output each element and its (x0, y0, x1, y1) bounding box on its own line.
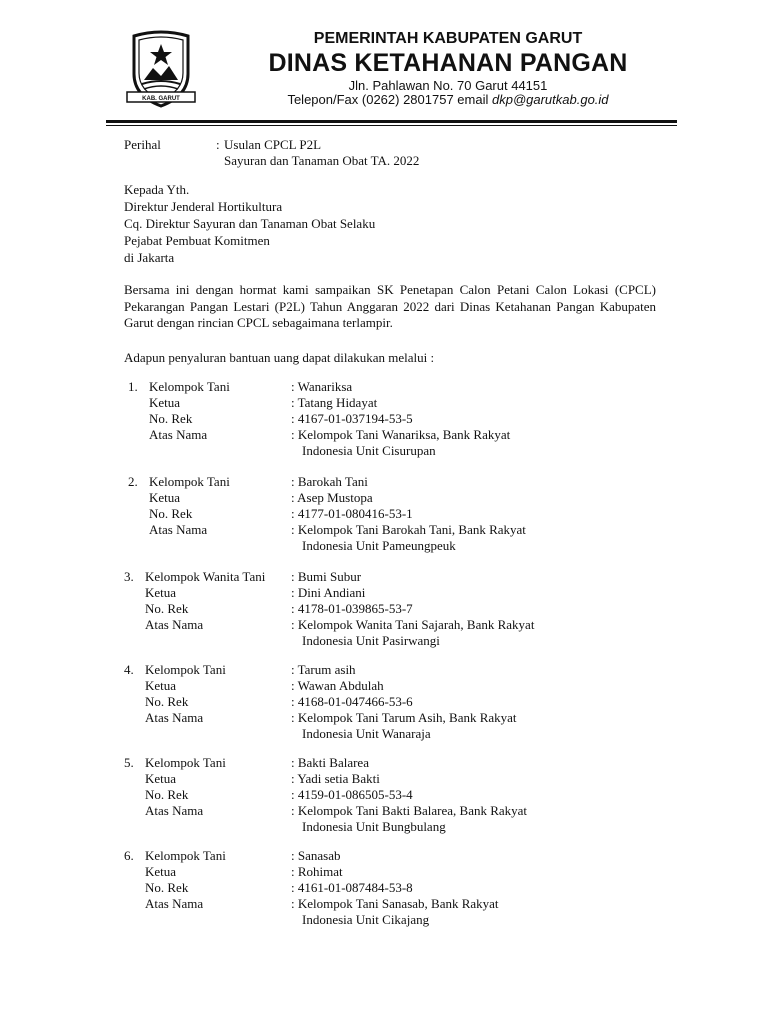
account-number: : 4177-01-080416-53-1 (291, 506, 413, 521)
letterhead-email: dkp@garutkab.go.id (491, 92, 609, 107)
chairman-name: : Yadi setia Bakti (291, 771, 380, 786)
account-holder-line2: Indonesia Unit Cikajang (302, 912, 430, 927)
letterhead-address: Jln. Pahlawan No. 70 Garut 44151 (348, 78, 548, 93)
addressee-line2: Direktur Jenderal Hortikultura (124, 199, 283, 214)
account-holder-line1: : Kelompok Tani Tarum Asih, Bank Rakyat (291, 710, 517, 725)
group-type-label: Kelompok Tani (145, 662, 226, 677)
chairman-label: Ketua (149, 395, 181, 410)
account-holder-label: Atas Nama (145, 896, 204, 911)
chairman-label: Ketua (145, 864, 177, 879)
group-number: 2. (128, 474, 138, 489)
group-name: : Sanasab (291, 848, 341, 863)
account-holder-line1: : Kelompok Tani Sanasab, Bank Rakyat (291, 896, 499, 911)
subject-separator: : (216, 137, 220, 152)
chairman-label: Ketua (145, 585, 177, 600)
chairman-name: : Asep Mustopa (291, 490, 373, 505)
letterhead-phone: Telepon/Fax (0262) 2801757 email (287, 92, 492, 107)
group-type-label: Kelompok Tani (145, 848, 226, 863)
chairman-label: Ketua (145, 678, 177, 693)
group-number: 6. (124, 848, 134, 863)
account-holder-label: Atas Nama (149, 427, 208, 442)
account-holder-line2: Indonesia Unit Bungbulang (302, 819, 446, 834)
account-number: : 4178-01-039865-53-7 (291, 601, 413, 616)
account-holder-label: Atas Nama (145, 803, 204, 818)
account-holder-line2: Indonesia Unit Wanaraja (302, 726, 431, 741)
chairman-label: Ketua (149, 490, 181, 505)
group-type-label: Kelompok Tani (145, 755, 226, 770)
group-number: 3. (124, 569, 134, 584)
group-name: : Wanariksa (291, 379, 353, 394)
account-label: No. Rek (149, 411, 193, 426)
group-name: : Bumi Subur (291, 569, 362, 584)
group-type-label: Kelompok Tani (149, 379, 230, 394)
chairman-label: Ketua (145, 771, 177, 786)
account-holder-line1: : Kelompok Tani Barokah Tani, Bank Rakyat (291, 522, 526, 537)
letterhead-government: PEMERINTAH KABUPATEN GARUT (313, 30, 583, 47)
group-number: 4. (124, 662, 134, 677)
addressee-line4: Pejabat Pembuat Komitmen (124, 233, 270, 248)
addressee-line3: Cq. Direktur Sayuran dan Tanaman Obat Selaku (124, 216, 376, 231)
subject-label: Perihal (124, 137, 161, 152)
account-holder-line2: Indonesia Unit Pameungpeuk (302, 538, 456, 553)
account-number: : 4161-01-087484-53-8 (291, 880, 413, 895)
addressee-line5: di Jakarta (124, 250, 175, 265)
letterhead-contact (200, 92, 696, 108)
group-number: 5. (124, 755, 134, 770)
account-holder-line1: : Kelompok Tani Wanariksa, Bank Rakyat (291, 427, 511, 442)
account-holder-line1: : Kelompok Tani Bakti Balarea, Bank Rakyat (291, 803, 528, 818)
account-holder-line2: Indonesia Unit Pasirwangi (302, 633, 440, 648)
logo-caption: KAB. GARUT (142, 96, 180, 102)
account-number: : 4167-01-037194-53-5 (291, 411, 413, 426)
account-holder-label: Atas Nama (149, 522, 208, 537)
letterhead-rule-thin (106, 125, 677, 126)
chairman-name: : Rohimat (291, 864, 343, 879)
account-number: : 4159-01-086505-53-4 (291, 787, 413, 802)
group-number: 1. (128, 379, 138, 394)
chairman-name: : Tatang Hidayat (291, 395, 378, 410)
account-holder-line2: Indonesia Unit Cisurupan (302, 443, 436, 458)
account-label: No. Rek (149, 506, 193, 521)
account-label: No. Rek (145, 694, 189, 709)
chairman-name: : Dini Andiani (291, 585, 366, 600)
group-name: : Bakti Balarea (291, 755, 369, 770)
account-holder-line1: : Kelompok Wanita Tani Sajarah, Bank Rakyat (291, 617, 535, 632)
group-name: : Tarum asih (291, 662, 356, 677)
subject-line2: Sayuran dan Tanaman Obat TA. 2022 (224, 153, 420, 168)
account-holder-label: Atas Nama (145, 617, 204, 632)
letterhead-rule-thick (106, 120, 677, 123)
account-label: No. Rek (145, 787, 189, 802)
letterhead-agency: DINAS KETAHANAN PANGAN (268, 49, 628, 77)
account-label: No. Rek (145, 601, 189, 616)
subject-line1: Usulan CPCL P2L (224, 137, 322, 152)
group-type-label: Kelompok Tani (149, 474, 230, 489)
garut-regency-logo (124, 30, 198, 108)
account-number: : 4168-01-047466-53-6 (291, 694, 413, 709)
group-type-label: Kelompok Wanita Tani (145, 569, 266, 584)
account-label: No. Rek (145, 880, 189, 895)
body-paragraph-2: Adapun penyaluran bantuan uang dapat dilakukan melalui : (124, 350, 435, 365)
addressee-line1: Kepada Yth. (124, 182, 190, 197)
chairman-name: : Wawan Abdulah (291, 678, 384, 693)
group-name: : Barokah Tani (291, 474, 368, 489)
account-holder-label: Atas Nama (145, 710, 204, 725)
body-paragraph-1: Bersama ini dengan hormat kami sampaikan SK Penetapan Calon Petani Calon Lokasi (CPCL) Pekarangan Pangan Lestari (P2L) Tahun Anggaran 2022 dari Dinas Ketahanan Pangan Kabupaten Garut dengan rincian CPCL sebagaimana terlampir. (124, 282, 656, 330)
